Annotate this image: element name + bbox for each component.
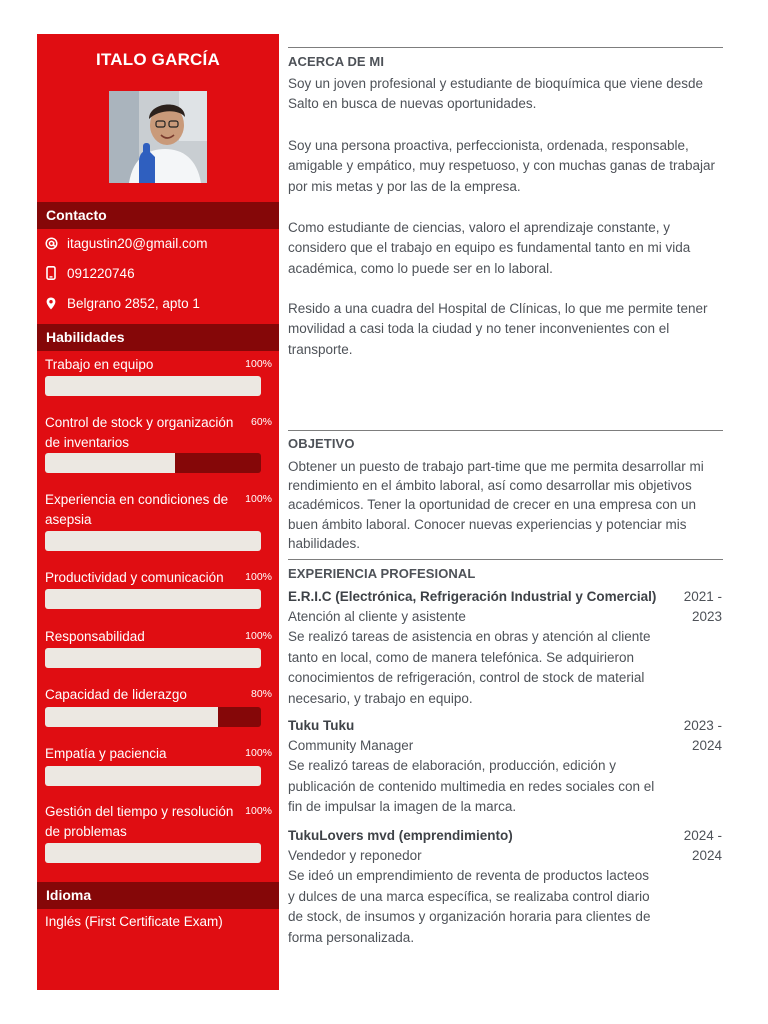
skill-bar-fill [45, 648, 261, 668]
skill-label: Productividad y comunicación [45, 570, 224, 585]
language-heading: Idioma [37, 882, 279, 909]
skill-label: Control de stock y organización de inventarios [45, 415, 234, 450]
skill-label: Gestión del tiempo y resolución de problemas [45, 804, 234, 839]
skill-label: Responsabilidad [45, 629, 145, 644]
job-description: Se realizó tareas de elaboración, producción, edición y publicación de contenido multimedia en redes sociales con el fin de impulsar la imagen de la marca. [288, 758, 655, 815]
skill-item [45, 413, 273, 452]
skill-percent: 100% [245, 747, 272, 759]
language-item: Inglés (First Certificate Exam) [45, 914, 223, 929]
about-paragraph: Soy un joven profesional y estudiante de bioquímica que viene desde Salto en busca de nuevas oportunidades. [288, 76, 704, 112]
contact-email[interactable] [44, 233, 208, 253]
divider [288, 47, 723, 48]
skill-item [45, 802, 273, 841]
job-description: Se realizó tareas de asistencia en obras y atención al cliente tanto en local, como de manera telefónica. Se adquirieron conocimientos de refrigeración, control de stock de material necesario, y trabajo en equipo. [288, 629, 651, 706]
job-dates [674, 587, 722, 627]
divider [288, 430, 723, 431]
objective-text: Obtener un puesto de trabajo part-time que me permita desarrollar mi rendimiento en el ámbito laboral, así como desarrollar mis objetivos académicos. Tener la oportunidad de crecer en una empresa con un buen ámbito laboral. Conocer nuevas experiencias y potenciar mis habilidades. [288, 459, 704, 551]
job-date-start: 2021 - [683, 589, 722, 604]
skill-bar-fill [45, 707, 218, 727]
about-paragraph: Resido a una cuadra del Hospital de Clínicas, lo que me permite tener movilidad a casi toda la ciudad y no tener inconvenientes con el transporte. [288, 301, 708, 357]
skill-bar [45, 589, 261, 609]
skill-item [45, 355, 273, 375]
skill-bar-fill [45, 453, 175, 473]
skill-item [45, 490, 273, 529]
sidebar [37, 34, 279, 990]
skill-percent: 100% [245, 630, 272, 642]
skill-bar [45, 453, 261, 473]
skill-bar-fill [45, 843, 261, 863]
job-role: Community Manager [288, 738, 414, 753]
contact-address [44, 293, 200, 313]
skill-percent: 100% [245, 805, 272, 817]
job-date-end: 2024 [691, 738, 722, 753]
skills-heading: Habilidades [37, 324, 279, 351]
job-role: Atención al cliente y asistente [288, 609, 466, 624]
contact-heading: Contacto [37, 202, 279, 229]
job-description: Se ideó un emprendimiento de reventa de productos lacteos y dulces de una marca específica, se realizaba control diario de stock, de insumos y organización horaria para clientes de forma personalizada. [288, 868, 651, 945]
skill-label: Trabajo en equipo [45, 357, 154, 372]
job-date-start: 2024 - [683, 828, 722, 843]
job-date-end: 2024 [691, 848, 722, 863]
profile-name: ITALO GARCÍA [96, 50, 220, 69]
contact-email-text: itagustin20@gmail.com [67, 235, 208, 251]
skill-bar-fill [45, 589, 261, 609]
skill-bar [45, 648, 261, 668]
skill-label: Empatía y paciencia [45, 746, 167, 761]
job-date-end: 2023 [691, 609, 722, 624]
skill-bar-fill [45, 376, 261, 396]
contact-phone-text: 091220746 [67, 265, 135, 281]
skill-bar [45, 376, 261, 396]
job-company: TukuLovers mvd (emprendimiento) [288, 828, 513, 843]
contact-phone[interactable] [44, 263, 135, 283]
job-entry [288, 587, 723, 709]
skill-percent: 100% [245, 571, 272, 583]
job-entry [288, 826, 723, 948]
job-dates [674, 826, 722, 866]
about-paragraph: Soy una persona proactiva, perfeccionista, ordenada, responsable, amigable y empático, muy respetuoso, y con muchas ganas de trabajar por mis metas y por las de la empresa. [288, 138, 715, 194]
location-pin-icon [44, 297, 58, 310]
skill-bar-fill [45, 531, 261, 551]
about-paragraph: Como estudiante de ciencias, valoro el aprendizaje constante, y considero que el trabajo en equipo es fundamental tanto en mi vida académica, como lo puede ser en lo laboral. [288, 220, 691, 276]
job-role: Vendedor y reponedor [288, 848, 422, 863]
skill-bar-fill [45, 766, 261, 786]
at-sign-icon [44, 237, 58, 250]
skill-item [45, 568, 273, 588]
divider [288, 559, 723, 560]
objective-heading: OBJETIVO [288, 436, 355, 451]
skill-bar [45, 707, 261, 727]
contact-address-text: Belgrano 2852, apto 1 [67, 295, 200, 311]
skill-percent: 100% [245, 493, 272, 505]
about-heading: ACERCA DE MI [288, 54, 385, 69]
skill-item [45, 685, 273, 705]
skill-percent: 80% [250, 688, 272, 700]
phone-icon [44, 266, 58, 280]
skill-item [45, 744, 273, 764]
job-entry [288, 716, 723, 818]
job-date-start: 2023 - [683, 718, 722, 733]
skill-item [45, 627, 273, 647]
skill-percent: 100% [245, 358, 272, 370]
skill-label: Experiencia en condiciones de asepsia [45, 492, 229, 527]
profile-photo-illustration [109, 91, 207, 183]
skill-bar [45, 531, 261, 551]
skill-bar [45, 843, 261, 863]
skill-label: Capacidad de liderazgo [45, 687, 187, 702]
job-company: Tuku Tuku [288, 718, 355, 733]
profile-photo [109, 91, 207, 183]
experience-heading: EXPERIENCIA PROFESIONAL [288, 566, 476, 581]
job-company: E.R.I.C (Electrónica, Refrigeración Industrial y Comercial) [288, 589, 657, 604]
skill-bar [45, 766, 261, 786]
job-dates [674, 716, 722, 756]
skill-percent: 60% [250, 416, 272, 428]
